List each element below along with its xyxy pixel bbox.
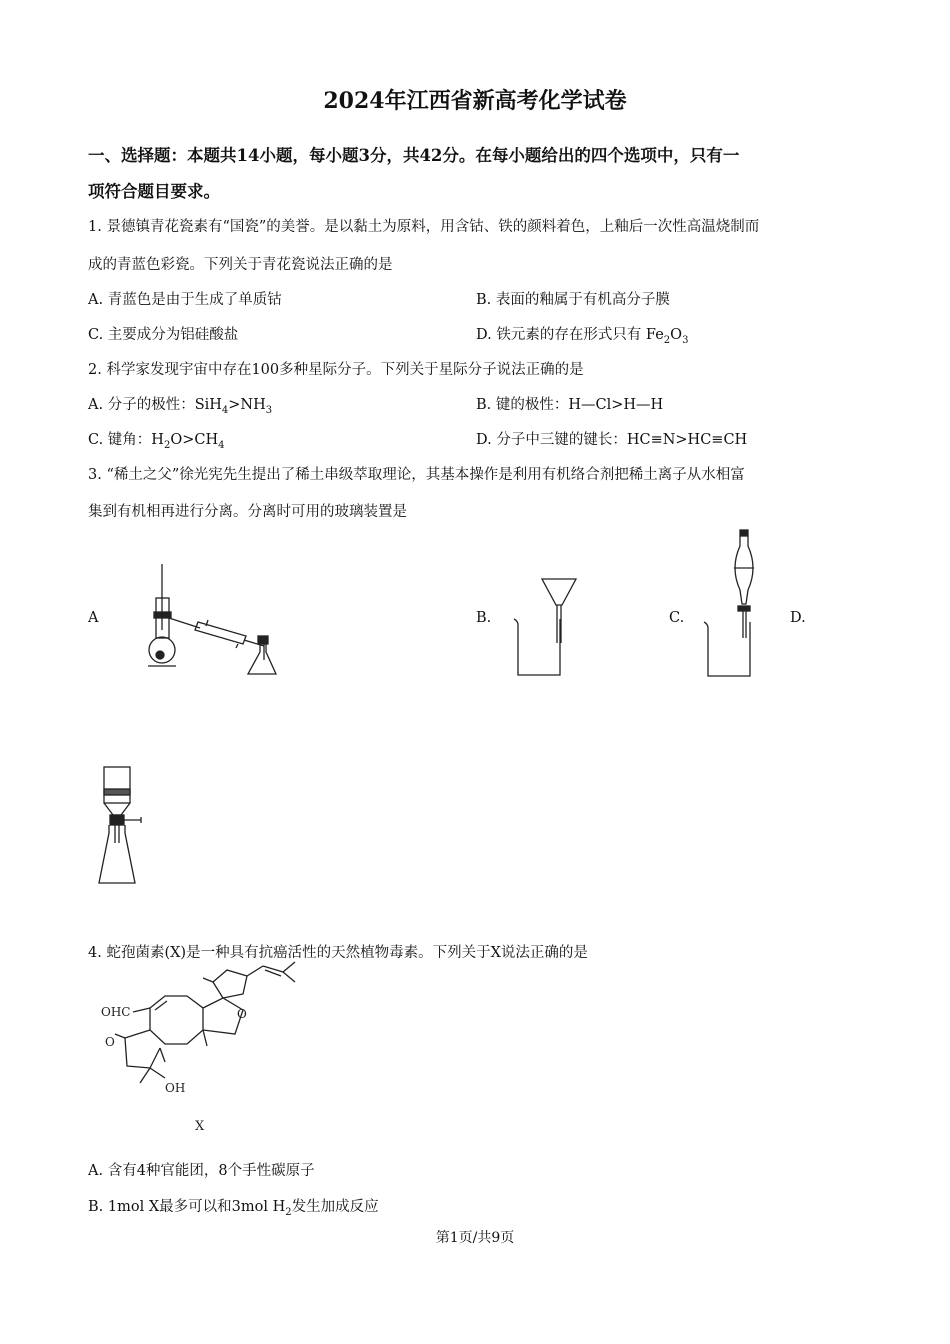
filtration-funnel-diagram xyxy=(510,575,590,680)
q3-label-b: B. xyxy=(476,610,492,626)
q4-option-a: A. 含有4种官能团，8个手性碳原子 xyxy=(88,1163,315,1179)
q1-option-d: D. 铁元素的存在形式只有 $Fe_2O_3$ xyxy=(476,327,689,346)
struct-label-x: X xyxy=(195,1119,205,1134)
q2-option-d: D. 分子中三键的键长：HC≡N>HC≡CH xyxy=(476,432,748,448)
struct-label-cho: OHC xyxy=(101,1005,131,1019)
q1-option-b: B. 表面的釉属于有机高分子膜 xyxy=(476,292,670,308)
page-title: 2024年江西省新高考化学试卷 xyxy=(323,88,627,114)
q1-option-c: C. 主要成分为铝硅酸盐 xyxy=(88,327,239,343)
q3-stem-line2: 集到有机相再进行分离。分离时可用的玻璃装置是 xyxy=(88,504,407,520)
q3-stem-line1: 3. “稀土之父”徐光宪先生提出了稀土串级萃取理论，其基本操作是利用有机络合剂把稀土离子从水相富 xyxy=(88,467,745,483)
q2-option-b: B. 键的极性：H—Cl>H—H xyxy=(476,397,664,413)
q2-option-a: A. 分子的极性：$SiH_4>NH_3$ xyxy=(88,397,273,416)
suction-filtration-diagram xyxy=(95,763,155,889)
q3-label-d: D. xyxy=(790,610,806,626)
page-footer: 第1页/共9页 xyxy=(435,1230,515,1246)
q4-option-b: B. 1mol X最多可以和3mol $H_2$发生加成反应 xyxy=(88,1199,379,1218)
distillation-apparatus-diagram xyxy=(140,560,285,680)
q2-stem: 2. 科学家发现宇宙中存在100多种星际分子。下列关于星际分子说法正确的是 xyxy=(88,362,584,378)
struct-label-ring-o: O xyxy=(237,1007,247,1021)
struct-label-oh: OH xyxy=(165,1081,186,1095)
separatory-funnel-diagram xyxy=(700,528,775,680)
q1-stem-line1: 1. 景德镇青花瓷素有“国瓷”的美誉。是以黏土为原料，用含钴、铁的颜料着色，上釉后一次性高温烧制而 xyxy=(88,219,760,235)
q3-label-c: C. xyxy=(669,610,685,626)
q4-stem: 4. 蛇孢菌素(X)是一种具有抗癌活性的天然植物毒素。下列关于X说法正确的是 xyxy=(88,945,588,961)
q2-option-c: C. 键角：$H_2O>CH_4$ xyxy=(88,432,225,451)
section-heading-line1: 一、选择题：本题共14小题，每小题3分，共42分。在每小题给出的四个选项中，只有一 xyxy=(88,146,740,165)
q1-stem-line2: 成的青蓝色彩瓷。下列关于青花瓷说法正确的是 xyxy=(88,257,393,273)
section-heading-line2: 项符合题目要求。 xyxy=(88,182,220,201)
struct-label-ketone-o: O xyxy=(105,1035,115,1049)
q1-option-a: A. 青蓝色是由于生成了单质钴 xyxy=(88,292,282,308)
compound-x-structure xyxy=(95,968,315,1133)
q3-label-a: A xyxy=(88,610,99,626)
